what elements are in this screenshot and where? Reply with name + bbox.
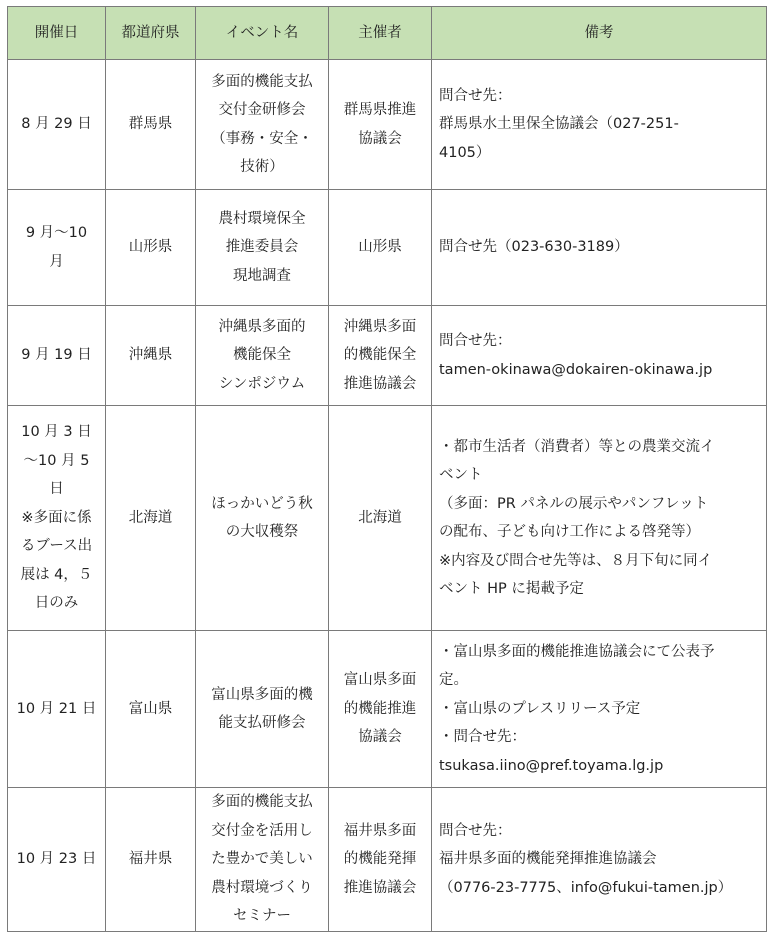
events-table [7, 6, 767, 932]
cell-text-line: 〜10 月 5 [23, 452, 90, 469]
prefecture-cell [106, 406, 196, 631]
table-row [8, 190, 767, 306]
header-row [8, 7, 767, 60]
date-cell [8, 406, 106, 631]
organizer-cell [329, 306, 432, 406]
header-remarks: 備考 [432, 7, 767, 60]
remarks-cell [432, 406, 767, 631]
cell-text-line: 福井県多面的機能発揮推進協議会 [439, 851, 657, 867]
organizer-cell [329, 60, 432, 190]
cell-text-line: 福井県 [128, 851, 173, 867]
cell-text-line: 沖縄県多面 [343, 318, 417, 335]
remarks-cell [432, 60, 767, 190]
cell-text-line: （0776-23-7775、info@fukui-tamen.jp） [439, 879, 733, 896]
date-cell [8, 306, 106, 406]
cell-text-line: 農村環境づくり [211, 879, 313, 896]
remarks-cell [432, 631, 767, 788]
cell-text-line: 山形県 [358, 239, 402, 256]
cell-text-line: 推進協議会 [343, 375, 417, 392]
event-name-cell [196, 306, 329, 406]
cell-text-line: 展は 4，５ [20, 566, 93, 583]
cell-text-line: 10 月 3 日 [21, 424, 92, 441]
cell-text-line: 沖縄県 [128, 347, 173, 364]
table-row [8, 406, 767, 631]
organizer-cell [329, 406, 432, 631]
cell-text-line: 富山県多面 [343, 672, 417, 689]
prefecture-cell [106, 788, 196, 932]
cell-text-line: 北海道 [128, 509, 173, 526]
cell-text-line: ベント [439, 467, 483, 483]
cell-text-line: 農村環境保全 [218, 210, 306, 227]
cell-text-line: た豊かで美しい [211, 851, 313, 867]
cell-text-line: 富山県 [128, 700, 173, 717]
cell-text-line: ・富山県多面的機能推進協議会にて公表予 [439, 643, 715, 660]
cell-text-line: 協議会 [358, 729, 402, 746]
cell-text-line: 福井県多面 [343, 822, 417, 839]
cell-text-line: 多面的機能支払 [211, 73, 313, 90]
cell-text-line: シンポジウム [218, 375, 306, 392]
cell-text-line: 技術） [240, 159, 284, 175]
cell-text-line: 10 月 21 日 [16, 700, 97, 717]
cell-text-line: セミナー [233, 908, 291, 924]
cell-text-line: 沖縄県多面的 [218, 318, 306, 335]
cell-text-line: 日のみ [34, 595, 79, 612]
cell-text-line: 的機能保全 [343, 347, 417, 364]
table-body [8, 60, 767, 932]
cell-text-line: 能支払研修会 [218, 715, 306, 731]
date-cell [8, 631, 106, 788]
table-row [8, 631, 767, 788]
organizer-cell [329, 631, 432, 788]
cell-text-line: の配布、子ども向け工作による啓発等） [439, 524, 700, 540]
cell-text-line: ほっかいどう秋 [211, 495, 313, 512]
event-name-cell [196, 60, 329, 190]
header-organizer: 主催者 [329, 7, 432, 60]
cell-text-line: 9 月〜10 [25, 225, 88, 241]
cell-text-line: ・富山県のプレスリリース予定 [439, 700, 641, 717]
cell-text-line: るブース出 [20, 538, 93, 555]
cell-text-line: 山形県 [128, 239, 173, 256]
cell-text-line: 問合せ先： [439, 87, 512, 104]
cell-text-line: 現地調査 [233, 267, 291, 284]
prefecture-cell [106, 306, 196, 406]
cell-text-line: ※多面に係 [21, 509, 92, 526]
prefecture-cell [106, 60, 196, 190]
organizer-cell [329, 788, 432, 932]
cell-text-line: 協議会 [358, 130, 402, 147]
event-name-cell [196, 631, 329, 788]
event-name-cell [196, 406, 329, 631]
cell-text-line: 問合せ先（023-630-3189） [439, 239, 629, 256]
events-table-wrapper [7, 6, 767, 932]
event-name-cell [196, 190, 329, 306]
cell-text-line: 日 [49, 481, 64, 498]
cell-text-line: 8 月 29 日 [21, 116, 92, 133]
date-cell [8, 60, 106, 190]
table-row [8, 60, 767, 190]
cell-text-line: ※内容及び問合せ先等は、８月下旬に同イ [439, 552, 713, 569]
header-event-name: イベント名 [196, 7, 329, 60]
cell-text-line: 交付金を活用し [211, 822, 313, 839]
date-cell [8, 190, 106, 306]
cell-text-line: 機能保全 [233, 347, 291, 364]
cell-text-line: 交付金研修会 [218, 102, 306, 118]
cell-text-line: tamen-okinawa@dokairen-okinawa.jp [439, 361, 713, 378]
cell-text-line: 群馬県水土里保全協議会（027-251- [439, 116, 679, 133]
cell-text-line: ・都市生活者（消費者）等との農業交流イ [439, 438, 715, 455]
date-cell [8, 788, 106, 932]
cell-text-line: の大収穫祭 [225, 524, 299, 540]
cell-text-line: 月 [49, 253, 64, 270]
prefecture-cell [106, 190, 196, 306]
cell-text-line: （事務・安全・ [211, 130, 313, 147]
cell-text-line: 問合せ先： [439, 333, 512, 349]
prefecture-cell [106, 631, 196, 788]
cell-text-line: 群馬県 [128, 116, 173, 133]
cell-text-line: 北海道 [358, 509, 402, 526]
table-row [8, 306, 767, 406]
organizer-cell [329, 190, 432, 306]
cell-text-line: （多面：PR パネルの展示やパンフレット [439, 495, 709, 512]
cell-text-line: 的機能推進 [343, 700, 417, 717]
cell-text-line: 定。 [439, 672, 468, 689]
header-prefecture: 都道府県 [106, 7, 196, 60]
remarks-cell [432, 788, 767, 932]
cell-text-line: 的機能発揮 [343, 851, 417, 867]
header-date: 開催日 [8, 7, 106, 60]
cell-text-line: 10 月 23 日 [16, 851, 97, 867]
cell-text-line: 群馬県推進 [343, 102, 417, 118]
event-name-cell [196, 788, 329, 932]
cell-text-line: ・問合せ先： [439, 729, 526, 746]
cell-text-line: 富山県多面的機 [211, 686, 313, 703]
remarks-cell [432, 190, 767, 306]
cell-text-line: ベント HP に掲載予定 [439, 581, 584, 597]
cell-text-line: 4105） [439, 144, 491, 161]
cell-text-line: 多面的機能支払 [211, 794, 313, 810]
cell-text-line: 問合せ先： [439, 822, 512, 839]
remarks-cell [432, 306, 767, 406]
cell-text-line: 推進協議会 [343, 879, 417, 896]
table-row [8, 788, 767, 932]
cell-text-line: tsukasa.iino@pref.toyama.lg.jp [439, 757, 664, 774]
cell-text-line: 9 月 19 日 [21, 347, 92, 364]
cell-text-line: 推進委員会 [225, 239, 299, 256]
